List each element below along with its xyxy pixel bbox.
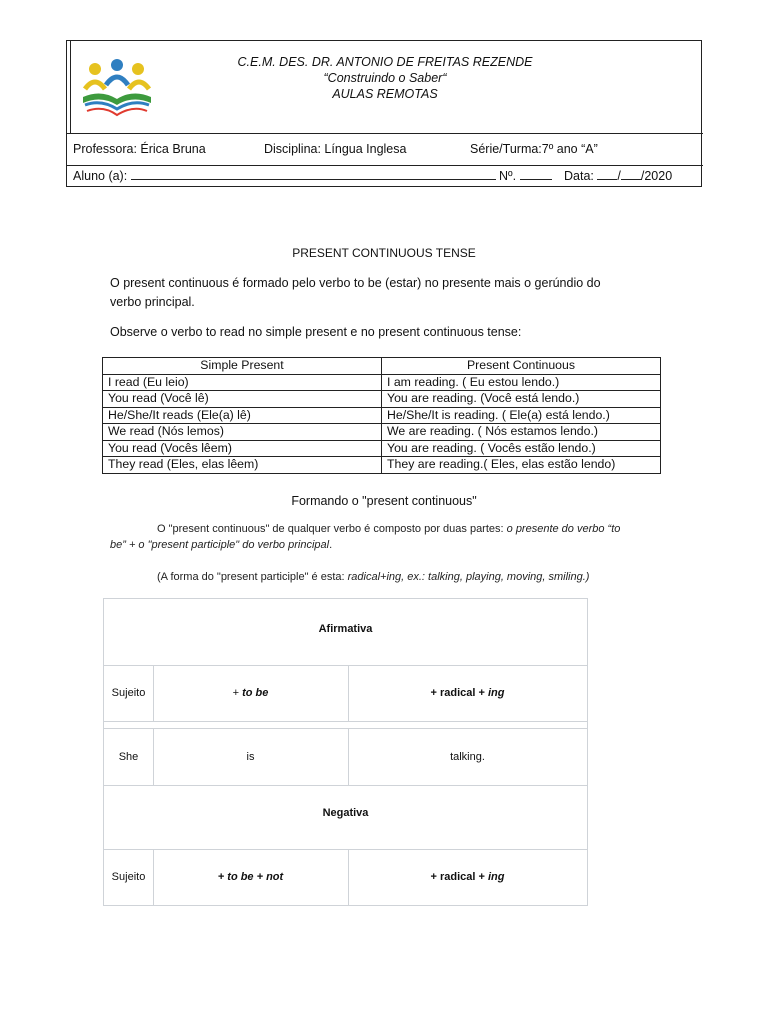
present-continuous-cell: I am reading. ( Eu estou lendo.) bbox=[382, 374, 661, 391]
present-continuous-cell: We are reading. ( Nós estamos lendo.) bbox=[382, 424, 661, 441]
date-year: /2020 bbox=[640, 169, 673, 183]
table-row bbox=[103, 457, 661, 474]
neg-radical-ing-cell bbox=[348, 849, 587, 905]
school-header bbox=[66, 40, 702, 187]
neg-subject-label-cell: Sujeito bbox=[111, 871, 146, 883]
observe-instruction: Observe o verbo to read no simple present e no present continuous tense: bbox=[110, 325, 522, 339]
lesson-title: PRESENT CONTINUOUS TENSE bbox=[292, 246, 476, 260]
student-label: Aluno (a): bbox=[73, 169, 128, 183]
table-row bbox=[103, 424, 661, 441]
radical-prefix: + radical + bbox=[430, 687, 485, 699]
ing-text: ing bbox=[488, 687, 505, 699]
table-header-row bbox=[103, 358, 661, 375]
grade-field: Série/Turma:7º ano “A” bbox=[470, 142, 598, 156]
radical-ing-cell bbox=[348, 665, 587, 721]
date-field bbox=[564, 168, 672, 183]
date-label: Data: bbox=[564, 169, 594, 183]
subject-field: Disciplina: Língua Inglesa bbox=[264, 142, 407, 156]
subject-label-cell: Sujeito bbox=[111, 687, 146, 699]
simple-present-cell: I read (Eu leio) bbox=[103, 374, 382, 391]
neg-radical-prefix: + radical + bbox=[430, 871, 485, 883]
teacher-field: Professora: Érica Bruna bbox=[73, 142, 206, 156]
table-row bbox=[103, 374, 661, 391]
negative-title bbox=[104, 785, 587, 841]
intro-paragraph bbox=[110, 274, 650, 312]
formation-title: Formando o "present continuous" bbox=[291, 494, 477, 508]
to-be-cell bbox=[153, 665, 348, 721]
table-row bbox=[103, 440, 661, 457]
verb-comparison-table bbox=[102, 357, 661, 474]
structure-table bbox=[103, 598, 588, 906]
present-continuous-header: Present Continuous bbox=[382, 358, 661, 375]
simple-present-cell: He/She/It reads (Ele(a) lê) bbox=[103, 407, 382, 424]
to-be-not-cell bbox=[153, 849, 348, 905]
date-separator: / bbox=[617, 169, 621, 183]
to-be-text: to be bbox=[242, 687, 269, 699]
affirmative-title bbox=[104, 599, 587, 659]
participle-note bbox=[157, 571, 589, 583]
table-row bbox=[103, 407, 661, 424]
formation-paragraph-line2 bbox=[110, 539, 332, 551]
negative-title-text: Negativa bbox=[322, 807, 369, 819]
formation-text: O "present continuous" de qualquer verbo é composto por duas partes: bbox=[157, 523, 507, 535]
simple-present-cell: You read (Vocês lêem) bbox=[103, 440, 382, 457]
header-divider bbox=[67, 133, 703, 134]
student-name-blank[interactable] bbox=[131, 168, 496, 180]
table-row bbox=[103, 391, 661, 408]
school-subtitle: AULAS REMOTAS bbox=[332, 87, 438, 101]
simple-present-cell: You read (Você lê) bbox=[103, 391, 382, 408]
header-divider-2 bbox=[67, 165, 703, 166]
number-field bbox=[499, 168, 552, 183]
participle-note-text: (A forma do "present participle" é esta: bbox=[157, 571, 348, 583]
example-subject: She bbox=[118, 750, 139, 763]
plus-sign: + bbox=[232, 687, 240, 699]
date-month-blank[interactable] bbox=[621, 168, 641, 180]
affirmative-title-text: Afirmativa bbox=[318, 623, 373, 635]
formation-end: . bbox=[329, 539, 333, 551]
present-continuous-cell: He/She/It is reading. ( Ele(a) está lendo.) bbox=[382, 407, 661, 424]
number-label: Nº. bbox=[499, 169, 517, 183]
present-continuous-cell: They are reading.( Eles, elas estão lendo) bbox=[382, 457, 661, 474]
example-verb: is bbox=[246, 750, 255, 763]
neg-ing-text: ing bbox=[488, 871, 505, 883]
participle-note-italic: radical+ing, ex.: talking, playing, moving, smiling.) bbox=[347, 571, 590, 583]
example-participle: talking. bbox=[450, 750, 485, 763]
school-motto: “Construindo o Saber“ bbox=[323, 71, 447, 85]
to-be-not-text: + to be + not bbox=[217, 871, 284, 883]
student-field bbox=[73, 168, 496, 183]
formation-italic-2: be” + o "present participle" do verbo principal bbox=[110, 539, 330, 551]
school-name: C.E.M. DES. DR. ANTONIO DE FREITAS REZENDE bbox=[237, 55, 533, 69]
simple-present-cell: They read (Eles, elas lêem) bbox=[103, 457, 382, 474]
intro-line-1: O present continuous é formado pelo verbo to be (estar) no presente mais o gerúndio do bbox=[110, 276, 601, 290]
date-day-blank[interactable] bbox=[597, 168, 617, 180]
formation-italic: o presente do verbo “to bbox=[506, 523, 621, 535]
row-divider bbox=[104, 721, 587, 722]
simple-present-header: Simple Present bbox=[103, 358, 382, 375]
number-blank[interactable] bbox=[520, 168, 552, 180]
present-continuous-cell: You are reading. (Você está lendo.) bbox=[382, 391, 661, 408]
present-continuous-cell: You are reading. ( Vocês estão lendo.) bbox=[382, 440, 661, 457]
formation-paragraph-line1 bbox=[157, 523, 620, 535]
simple-present-cell: We read (Nós lemos) bbox=[103, 424, 382, 441]
intro-line-2: verbo principal. bbox=[110, 295, 195, 309]
